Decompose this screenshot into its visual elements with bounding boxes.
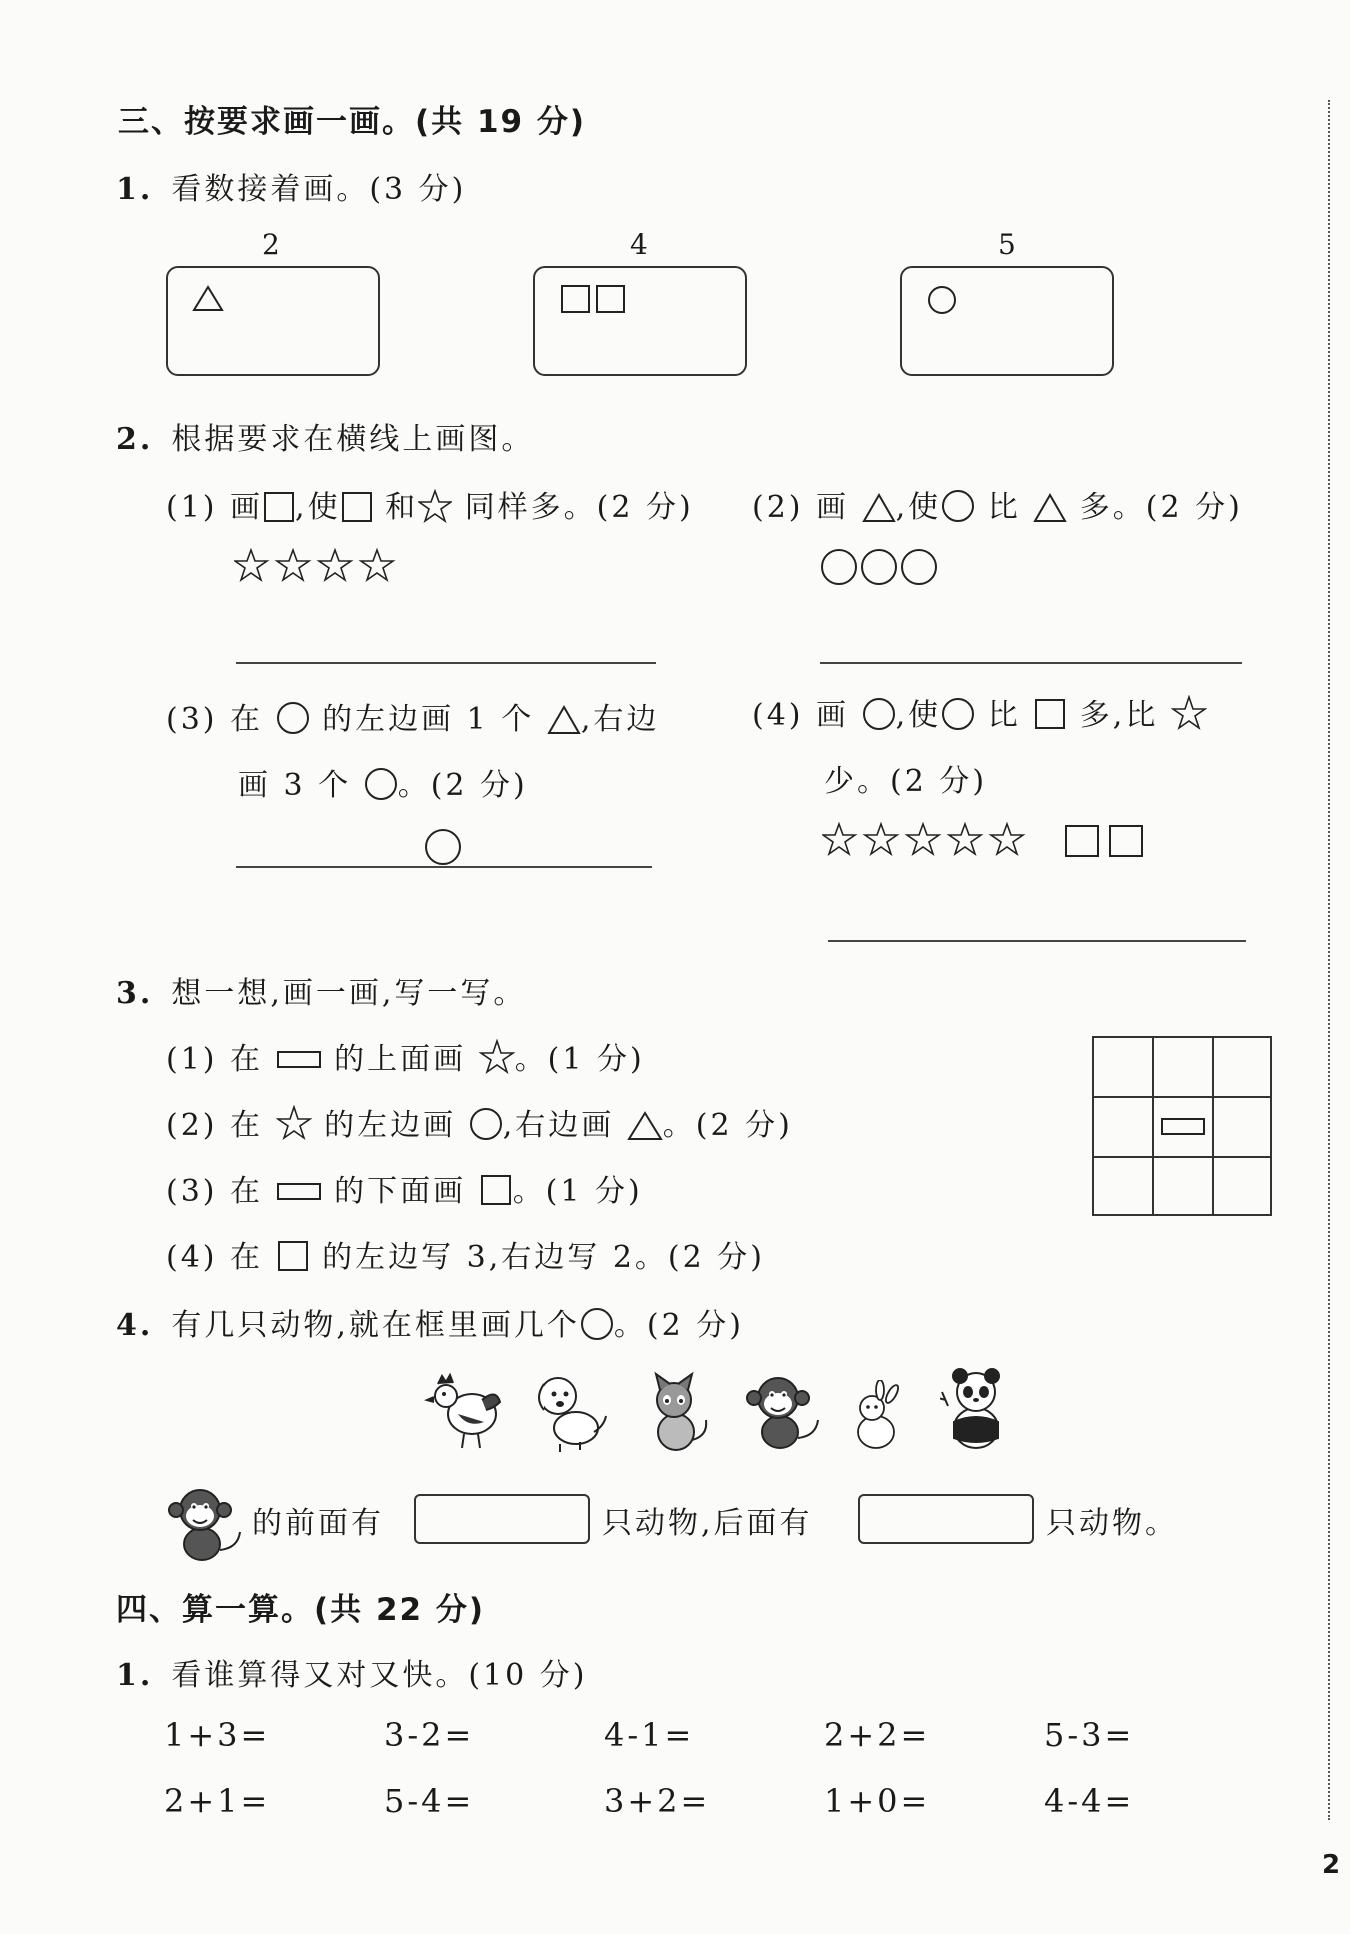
q3-item4 (166, 1232, 765, 1276)
calc-item[interactable]: 4-4= (1044, 1782, 1135, 1820)
part-text: 在 (230, 1108, 264, 1143)
part-text: ,使 (295, 490, 341, 525)
part-label: (3) (166, 702, 218, 737)
section-title: 三、按要求画一画。(共 19 分) (118, 104, 587, 140)
answer-line-1[interactable] (236, 662, 656, 664)
q3-item1 (166, 1034, 645, 1078)
q3-item3 (166, 1166, 643, 1210)
part-text: 的下面画 (334, 1174, 467, 1209)
circle-icon (276, 701, 310, 735)
part-text: ,右边画 (502, 1108, 615, 1143)
answer-box-back[interactable] (858, 1494, 1034, 1544)
part-label: (2) (752, 490, 804, 525)
draw-box-3[interactable] (900, 266, 1114, 376)
calc-item[interactable]: 4-1= (604, 1716, 695, 1754)
star-icon (418, 489, 452, 523)
dog-icon (530, 1368, 608, 1454)
monkey-icon (738, 1368, 822, 1454)
question-text: 根据要求在横线上画图。 (171, 422, 535, 457)
question-number: 2. (116, 422, 154, 457)
triangle-icon (1033, 493, 1067, 523)
q2-part4 (752, 690, 1207, 734)
part-label: (1) (166, 1042, 218, 1077)
question-1 (116, 1650, 587, 1694)
calc-item[interactable]: 3-2= (384, 1716, 475, 1754)
square-icon (263, 491, 295, 523)
panda-icon (940, 1366, 1008, 1454)
triangle-icon (862, 493, 896, 523)
monkey-icon (160, 1480, 244, 1566)
square-icon-row (1064, 824, 1148, 858)
fill-text-3: 只动物。 (1046, 1506, 1178, 1541)
circle-icon (941, 489, 975, 523)
question-number: 1. (116, 1658, 154, 1693)
part-text: 多,比 (1079, 698, 1159, 733)
q2-part1 (166, 482, 694, 526)
box-number-1: 2 (262, 228, 280, 261)
circle-icon (424, 828, 462, 866)
calc-item[interactable]: 2+2= (824, 1716, 931, 1754)
part-text: 的左边画 (324, 1108, 457, 1143)
part-label: (3) (166, 1174, 218, 1209)
circle-icon (364, 767, 398, 801)
part-text: 在 (230, 702, 264, 737)
rectangle-icon (1160, 1116, 1206, 1138)
q2-part4-line2: 少。(2 分) (824, 764, 988, 799)
part-text: ,使 (895, 698, 942, 733)
part-text: 的上面画 (334, 1042, 467, 1077)
grid-3x3[interactable] (1092, 1036, 1272, 1216)
part-text: 在 (230, 1174, 264, 1209)
rectangle-icon (276, 1181, 322, 1203)
part-text: 。(1 分) (512, 1174, 643, 1209)
part-text: 在 (230, 1042, 264, 1077)
part-text: 画 (816, 490, 850, 525)
part-label: (1) (166, 490, 218, 525)
answer-box-front[interactable] (414, 1494, 590, 1544)
cut-line (1328, 100, 1330, 1820)
box-number-3: 5 (998, 228, 1016, 261)
part-text: ,右边 (580, 702, 660, 737)
grid-line (1094, 1156, 1270, 1158)
question-1 (116, 164, 466, 208)
star-icon (1171, 695, 1207, 731)
question-number: 3. (116, 976, 154, 1011)
answer-line-4[interactable] (828, 940, 1246, 942)
part-text: 。(2 分) (662, 1108, 793, 1143)
part-text: 同样多。(2 分) (464, 490, 694, 525)
part-text: 在 (230, 1240, 264, 1275)
calc-item[interactable]: 5-3= (1044, 1716, 1135, 1754)
star-icon (479, 1039, 515, 1075)
part-text: 。(2 分) (397, 768, 528, 803)
part-text: 。(1 分) (514, 1042, 645, 1077)
answer-line-3[interactable] (236, 866, 652, 868)
star-icon-row (822, 822, 1032, 858)
question-2 (116, 414, 534, 458)
circle-icon (862, 697, 896, 731)
part-text: 画 3 个 (238, 768, 352, 803)
question-number: 1. (116, 172, 154, 207)
part-text: 的左边画 1 个 (322, 702, 535, 737)
q2-part2 (752, 482, 1243, 526)
grid-line (1152, 1038, 1154, 1214)
part-label: (4) (752, 698, 804, 733)
calc-item[interactable]: 5-4= (384, 1782, 475, 1820)
draw-box-1[interactable] (166, 266, 380, 376)
circle-icon-row (820, 548, 940, 586)
rabbit-icon (846, 1380, 908, 1452)
section-title: 四、算一算。(共 22 分) (116, 1592, 486, 1628)
part-label: (4) (166, 1240, 218, 1275)
question-text: 看谁算得又对又快。(10 分) (171, 1658, 588, 1693)
grid-line (1094, 1096, 1270, 1098)
part-text: 画 (230, 490, 264, 525)
question-number: 4. (116, 1308, 154, 1343)
triangle-icon (192, 284, 224, 312)
star-icon (276, 1105, 312, 1141)
question-text: 。(2 分) (613, 1308, 744, 1343)
part-text: 比 (987, 490, 1021, 525)
calc-item[interactable]: 3+2= (604, 1782, 711, 1820)
box-number-2: 4 (630, 228, 648, 261)
square-icon (276, 1239, 310, 1273)
part-text: 和 (385, 490, 419, 525)
square-icon (479, 1173, 513, 1207)
answer-line-2[interactable] (820, 662, 1242, 664)
circle-icon (926, 284, 958, 316)
part-text: 画 (816, 698, 850, 733)
fill-text-1: 的前面有 (252, 1506, 384, 1541)
draw-box-2[interactable] (533, 266, 747, 376)
calc-item[interactable]: 2+1= (164, 1782, 271, 1820)
part-text: 多。(2 分) (1079, 490, 1243, 525)
star-icon-row (234, 548, 402, 584)
q3-item2 (166, 1100, 793, 1144)
circle-icon (469, 1107, 503, 1141)
grid-line (1212, 1038, 1214, 1214)
question-4 (116, 1300, 744, 1344)
page-number: 2 (1322, 1850, 1341, 1880)
triangle-icon (627, 1111, 663, 1141)
square-icon (341, 491, 373, 523)
question-text: 有几只动物,就在框里画几个 (171, 1308, 580, 1343)
calc-item[interactable]: 1+3= (164, 1716, 271, 1754)
part-label: (2) (166, 1108, 218, 1143)
hen-icon (424, 1370, 504, 1454)
rectangle-icon (276, 1049, 322, 1071)
q2-part3-line2 (238, 760, 528, 804)
part-text: 的左边写 3,右边写 2。(2 分) (322, 1240, 765, 1275)
square-icon (561, 284, 627, 314)
circle-icon (580, 1307, 614, 1341)
question-3 (116, 968, 526, 1012)
circle-icon (941, 697, 975, 731)
part-text: ,使 (895, 490, 942, 525)
part-text: 比 (987, 698, 1021, 733)
fill-text-2: 只动物,后面有 (602, 1506, 813, 1541)
triangle-icon (547, 705, 581, 735)
cat-icon (636, 1370, 714, 1454)
question-text: 看数接着画。(3 分) (171, 172, 467, 207)
question-text: 想一想,画一画,写一写。 (171, 976, 527, 1011)
square-icon (1033, 697, 1067, 731)
calc-item[interactable]: 1+0= (824, 1782, 931, 1820)
q2-part3 (166, 694, 659, 738)
